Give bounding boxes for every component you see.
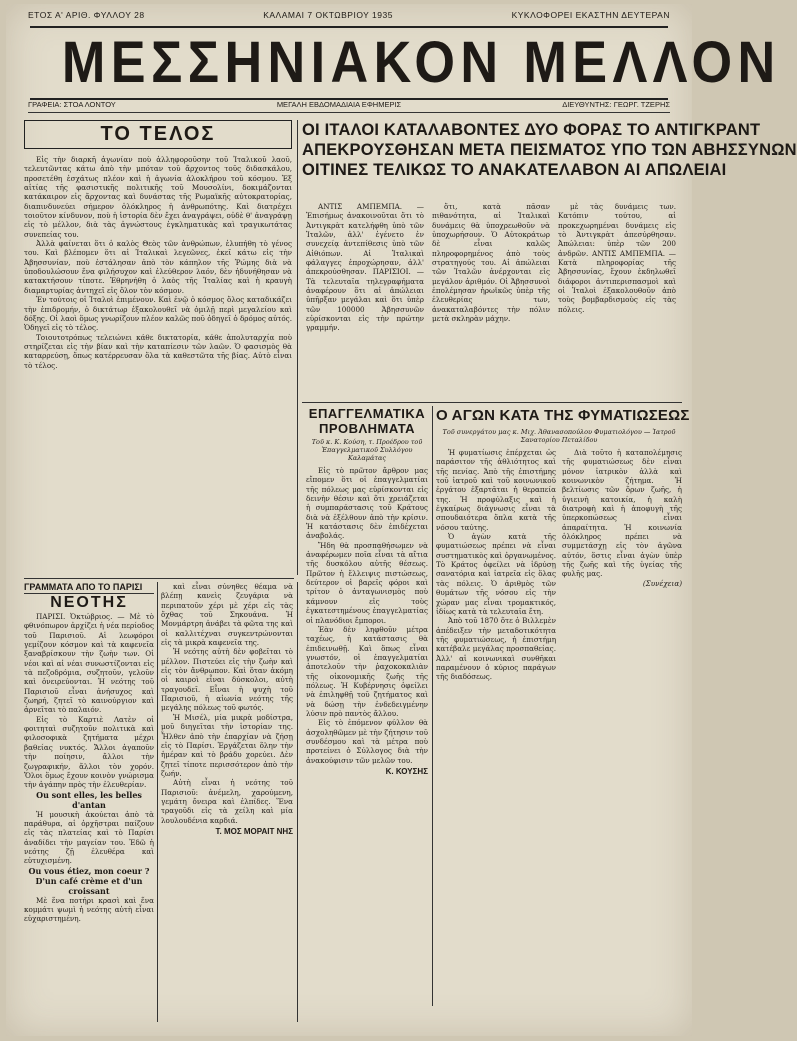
- news-text: μὲ τὰς δυνάμεις των. Κατόπιν τούτου, αἱ προκεχωρημέναι δυνάμεις εἰς τὸ Ἀντιγκρὰτ ἀπεσύρθησαν. Ἀπώλειαι: ὑπὲρ τῶν 200 ἀνδρῶν. ΑΝΤΙΣ ΑΜΠΕΜΠΑ. — Κατὰ πληροφορίας τῆς Ἀβησσυνίας, ἔχουν ἐκδηλωθεῖ διάφοροι ἀντιπερισπασμοὶ καὶ οἱ Ἰταλοὶ ἐξακολουθοῦν ἀπὸ τοὺς βομβαρδισμοὺς εἰς τὰς πόλεις.: [558, 202, 676, 314]
- war-news-column: [306, 202, 424, 398]
- tb-byline: Τοῦ συνεργάτου μας κ. Μιχ. Ἀθανασοπούλου Φυματιολόγου — Ἰατροῦ Σανατορίου Πεταλίδου: [442, 428, 676, 444]
- professional-paragraph: Εἰς τὸ ἐπόμενον φύλλον θὰ ἀσχοληθῶμεν μὲ τὴν ζήτησιν τοῦ συνδέσμου καὶ τὰ μέτρα ποὺ προτείνει ὁ Σύλλογος διὰ τὴν ἀνακούφισιν τῶν μελῶν του.: [306, 718, 428, 765]
- director-name: ΔΙΕΥΘΥΝΤΗΣ: ΓΕΩΡΓ. ΤΖΕΡΗΣ: [562, 100, 670, 109]
- paris-letter-article: [24, 582, 154, 1022]
- paris-paragraph: καὶ εἶναι σύνηθες θέαμα νὰ βλέπῃ κανεὶς ζευγάρια νὰ περιπατοῦν χέρι μὲ χέρι εἰς τὰς ὄχθας τοῦ Σηκουάνα. Ἡ Μονμάρτρη ἀνάβει τὰ φῶτα της καὶ οἱ καλλιτέχναι συγκεντρώνονται εἰς τὰ μικρὰ καφενεῖα της.: [161, 582, 293, 648]
- paris-signature: Τ. ΜΟΣ ΜΟΡΑΙΤ ΝΗΣ: [215, 826, 293, 836]
- newspaper-title: ΜΕΣΣΗΝΙΑΚΟΝ ΜΕΛΛΟΝ: [61, 30, 781, 95]
- tb-paragraph: Ὁ ἀγὼν κατὰ τῆς φυματιώσεως πρέπει νὰ εἶναι συστηματικὸς καὶ ὀργανωμένος. Τὸ Κράτος ὀφείλει νὰ ἱδρύσῃ σανατόρια καὶ ἰατρεῖα εἰς ὅλας τὰς πόλεις. Ὁ ἀριθμὸς τῶν θυμάτων τῆς νόσου εἰς τὴν χώραν μας εἶναι τρομακτικός, ἰδίως κατὰ τὰ τελευταῖα ἔτη.: [436, 532, 556, 616]
- headline-line: ΟΙ ΙΤΑΛΟΙ ΚΑΤΑΛΑΒΟΝΤΕΣ ΔΥΟ ΦΟΡΑΣ ΤΟ ΑΝΤΙΓΚΡΑΝΤ: [302, 121, 761, 139]
- headline-line: ΑΠΕΚΡΟΥΣΘΗΣΑΝ ΜΕΤΑ ΠΕΙΣΜΑΤΟΣ ΥΠΟ ΤΩΝ ΑΒΗΣΣΥΝΩΝ: [302, 141, 797, 159]
- paris-letter-continued: [161, 582, 293, 1022]
- tb-paragraph: Διὰ τοῦτο ἡ καταπολέμησις τῆς φυματιώσεως δὲν εἶναι μόνον ἰατρικὸν ἀλλὰ καὶ κοινωνικὸν ζήτημα. Ἡ βελτίωσις τῶν ὅρων ζωῆς, ἡ ὑγιεινὴ κατοικία, ἡ καλὴ διατροφὴ καὶ ἡ ἀποφυγὴ τῆς ὑπερκοπώσεως εἶναι ἀπαραίτητα. Ἡ κοινωνία ὁλόκληρος πρέπει νὰ συμμετάσχῃ εἰς τὸν ἀγῶνα αὐτόν, ὅστις εἶναι ἀγὼν ὑπὲρ τῆς ζωῆς καὶ τῆς ὑγείας τῆς φυλῆς μας.: [562, 448, 682, 579]
- tb-title: Ο ΑΓΩΝ ΚΑΤΑ ΤΗΣ ΦΥΜΑΤΙΩΣΕΩΣ: [436, 407, 690, 424]
- paris-section-label: ΓΡΑΜΜΑΤΑ ΑΠΟ ΤΟ ΠΑΡΙΣΙ: [24, 582, 154, 594]
- paris-paragraph: Αὐτὴ εἶναι ἡ νεότης τοῦ Παρισιοῦ: ἀνέμελη, χαρούμενη, γεμάτη ὄνειρα καὶ ἐλπίδες. Ἕνα τραγοῦδι εἰς τὰ χείλη καὶ μία λουλουδένια καρδιά.: [161, 778, 293, 825]
- paris-paragraph: Ἡ μουσικὴ ἀκούεται ἀπὸ τὰ παράθυρα, αἱ ὀρχῆστραι παίζουν εἰς τὰς πλατείας καὶ τὸ Παρίσι ἀναδίδει τὴν μαγείαν του. Ἐδῶ ἡ νεότης ζῇ ἐλευθέρα καὶ εὐτυχισμένη.: [24, 809, 154, 866]
- column-divider: [297, 582, 298, 1022]
- place-date: ΚΑΛΑΜΑΙ 7 ΟΚΤΩΒΡΙΟΥ 1935: [263, 10, 393, 20]
- editorial-paragraph: Εἰς τὴν διαρκῆ ἀγωνίαν ποὺ ἀλληφοροῦσην τοῦ Ἰταλικοῦ λαοῦ, τελευτῶντας κάτω ἀπὸ τὴν μπόταν τοῦ ἄρχοντος τοῦς διδασκάλου, προσετέθη ἐσχάτως πλέον καὶ ἡ ἀγωνία ἀλοκλήρου τοῦ κόσμου. Ἐξ αἰτίας τῆς φασιστικῆς πολιτικῆς τοῦ Μουσολίνι, δοκιμάζονται κατάκαιρον εἰς ἄρχοντας καὶ δυνάστας τῆς Ρωμαϊκῆς αὐτοκρατορίας, διαπινδυνεύει σήμερον ὁλόκληρος ἡ ἀνθρωπότης. Καὶ διατρέχει τοιοῦτον κίνδυνον, ποὺ ἡ ἱστορία δὲν ἔχει ἀναγράψει, οὐδὲ θ' ἀναγράψῃ εἰς τὸ μέλλον, διὰ τὰς ἀγνώστους ἐγκληματικὰς καὶ τραγικωτάτας συνεπείας του.: [24, 155, 292, 239]
- section-divider: [302, 402, 682, 403]
- section-divider: [24, 578, 294, 579]
- editorial-paragraph: Ἀλλὰ φαίνεται ὅτι ὁ καλὸς Θεὸς τῶν ἀνθρώπων, ἐλυπήθη τὸ γένος του. Καὶ βλέπομεν ὅτι αἱ Ἰταλικαὶ λεγεῶνες, ἐκεῖ κάτω εἰς τὴν Ἀβησσυνίαν, ποὺ ἐστάλησαν ἀπὸ τὸν κάπηλον τῆς Ῥώμης διὰ νὰ ὑποδουλώσουν ἕνα φιλήσυχον καὶ ἐλεύθερον λαόν, δὲν ἠδυνήθησαν νὰ κατακτήσουν τίποτε. Ἐθρηνήθη ὁ λαὸς τῆς Ἰταλίας καὶ ἡ κραυγὴ διαμαρτυρίας ἀντηχεῖ εἰς ὅλον τὸν κόσμον.: [24, 239, 292, 295]
- office-address: ΓΡΑΦΕΙΑ: ΣΤΟΑ ΛΟΝΤΟΥ: [28, 100, 116, 109]
- professional-byline: Τοῦ κ. Κ. Κούση, τ. Προέδρου τοῦ Ἐπαγγελματικοῦ Συλλόγου Καλαμάτας: [311, 438, 423, 462]
- top-info-line: [28, 10, 670, 24]
- professional-signature: Κ. ΚΟΥΣΗΣ: [385, 767, 428, 776]
- song-line: Ou sont elles, les belles d'antan: [36, 789, 142, 810]
- tb-continued: (Συνέχεια): [642, 578, 682, 588]
- editorial-paragraph: Ἐν τούτοις οἱ Ἰταλοὶ ἐπιμένουν. Καὶ ἐνῷ ὁ κόσμος ὅλος καταδικάζει τὴν ἐπιδρομήν, ὁ δικτάτωρ ἐξακολουθεῖ νὰ ὁμιλῇ περὶ μεγαλείου καὶ δόξης. Οἱ λαοὶ ὅμως γνωρίζουν πλέον καλῶς ποῦ ὁδηγεῖ ὁ δρόμος αὐτός. Ὁδηγεῖ εἰς τὸ τέλος.: [24, 295, 292, 333]
- editorial-paragraph: Τοιουτοτρόπως τελειώνει κάθε δικτατορία, κάθε ἀπολυταρχία ποὺ στηρίζεται εἰς τὴν βίαν καὶ τὴν καταπίεσιν τῶν λαῶν. Ὁ φασισμὸς θὰ καταρρεύσῃ, ὅπως κατέρρευσαν ὅλα τὰ καθεστῶτα τῆς βίας. Αὐτὸ εἶναι τὸ τέλος.: [24, 332, 292, 370]
- professional-problems-article: [306, 406, 428, 1004]
- news-text: ΑΝΤΙΣ ΑΜΠΕΜΠΑ. — Ἐπισήμως ἀνακοινοῦται ὅτι τὸ Ἀντιγκρὰτ κατελήφθη ὑπὸ τῶν Ἰταλῶν, ἀλλ' ἐγένετο ἐν συνεχείᾳ ἀντεπίθεσις ὑπὸ τῶν Αἰθιόπων. Αἱ Ἰταλικαὶ φάλαγγες ἐπροχώρησαν, ἀλλ' ἀπεκρούσθησαν. ΠΑΡΙΣΙΟΙ. — Τὰ τελευταῖα τηλεγραφήματα ἀναφέρουν ὅτι αἱ ἀπώλειαι ὑπῆρξαν μεγάλαι καὶ ὅτι ὑπὲρ τῶν 100000 Ἀβησσυνῶν εὑρίσκονται εἰς τὴν πρώτην γραμμήν.: [306, 202, 424, 333]
- paris-paragraph: ΠΑΡΙΣΙ. Ὀκτώβριος. — Μὲ τὸ φθινόπωρον ἀρχίζει ἡ νέα περίοδος τοῦ Παρισιοῦ. Αἱ λεωφόροι γεμίζουν κόσμον καὶ τὰ καφενεῖα ξαναβρίσκουν τὴν ζωὴν των. Οἱ νέοι καὶ αἱ νέαι συνωστίζονται εἰς τὰ πεζοδρόμια, συζητοῦν, γελοῦν καὶ ὀνειρεύονται. Ἡ νεότης τοῦ Παρισιοῦ εἶναι ἀνήσυχος καὶ ζωηρή, ζητεῖ τὸ καινούργιον καὶ ἀρνεῖται τὸ παλαιόν.: [24, 612, 154, 715]
- editorial-title: ΤΟ ΤΕΛΟΣ: [24, 120, 292, 149]
- paris-title: ΝΕΟΤΗΣ: [50, 594, 128, 611]
- newspaper-page: [6, 4, 797, 1036]
- professional-title: ΕΠΑΓΓΕΛΜΑΤΙΚΑ ΠΡΟΒΛΗΜΑΤΑ: [308, 406, 426, 436]
- paris-paragraph: Εἰς τὸ Καρτιὲ Λατὲν οἱ φοιτηταὶ συζητοῦν πολιτικὰ καὶ φιλοσοφικὰ ζητήματα μέχρι βαθείας νυκτός. Ἄλλοι ἀγαποῦν τὴν ποίησιν, ἄλλοι τὴν ζωγραφικήν, ἄλλοι τὸν χορόν. Ὅλοι ὅμως ἔχουν κοινὸν γνώρισμα τὴν ἀγάπην πρὸς τὴν ἐλευθερίαν.: [24, 714, 154, 790]
- paris-paragraph: Ἡ Μισέλ, μία μικρὰ μοδίστρα, μοῦ διηγεῖται τὴν ἱστορίαν της. Ἦλθεν ἀπὸ τὴν ἐπαρχίαν νὰ ζήσῃ εἰς τὸ Παρίσι. Ἐργάζεται ὅλην τὴν ἡμέραν καὶ τὸ βράδυ χορεύει. Δὲν ζητεῖ τίποτε περισσότερον ἀπὸ τὴν ζωήν.: [161, 712, 293, 778]
- war-news-column: [432, 202, 550, 398]
- sub-info-line: [28, 100, 670, 113]
- tb-paragraph: Ἡ φυματίωσις ἐπέρχεται ὡς παράσιτον τῆς ἀθλιότητος καὶ τῆς πενίας. Ἀπὸ τῆς ἐπιστήμης τοῦ ἰατροῦ καὶ τοῦ κοινωνικοῦ ἐργάτου ἐξαρτᾶται ἡ θεραπεία της. Ἡ προφύλαξις καὶ ἡ ἐγκαίρως διάγνωσις εἶναι τὰ σπουδαιότερα ὅπλα κατὰ τῆς νόσου ταύτης.: [436, 448, 556, 532]
- cafe-quote: Ou vous étiez, mon coeur ? D'un café crème et d'un croissant: [28, 865, 150, 896]
- column-divider: [297, 120, 298, 575]
- column-divider: [432, 406, 433, 1006]
- issue-number: ΕΤΟΣ Α' ΑΡΙΘ. ΦΥΛΛΟΥ 28: [28, 10, 145, 20]
- headline-line: ΟΙΤΙΝΕΣ ΤΕΛΙΚΩΣ ΤΟ ΑΝΑΚΑΤΕΛΑΒΟΝ ΑΙ ΑΠΩΛΕΙΑΙ: [302, 161, 727, 179]
- circulation-note: ΚΥΚΛΟΦΟΡΕΙ ΕΚΑΣΤΗΝ ΔΕΥΤΕΡΑΝ: [511, 10, 670, 20]
- professional-paragraph: Ἐὰν δὲν ληφθοῦν μέτρα ταχέως, ἡ κατάστασις θὰ ἐπιδεινωθῇ. Καὶ ὅπως εἶναι γνωστόν, οἱ ἐπαγγελματίαι ἀποτελοῦν τὴν ῥαχοκοκαλιὰν τῆς οἰκονομικῆς ζωῆς τῆς πόλεως. Ἡ Κυβέρνησις ὀφείλει νὰ ἐπιληφθῇ τοῦ ζητήματος καὶ νὰ δώσῃ τὴν ἐνδεδειγμένην λύσιν πρὸ παντὸς ἄλλου.: [306, 624, 428, 718]
- tuberculosis-article: [436, 406, 690, 1012]
- paris-paragraph: Ἡ νεότης αὐτὴ δὲν φοβεῖται τὸ μέλλον. Πιστεύει εἰς τὴν ζωὴν καὶ εἰς τὸν ἄνθρωπον. Καὶ ὅταν ἀκόμη οἱ καιροὶ εἶναι δύσκολοι, αὐτὴ τραγουδεῖ. Εἶναι ἡ ψυχὴ τοῦ Παρισιοῦ, ἡ αἰωνία νεότης τῆς μεγάλης πόλεως τοῦ φωτός.: [161, 647, 293, 713]
- column-divider: [157, 582, 158, 1022]
- tb-paragraph: Ἀπὸ τοῦ 1870 ὅτε ὁ Βιλλεμὲν ἀπέδειξεν τὴν μεταδοτικότητα τῆς φυματιώσεως, ἡ ἐπιστήμη κατέβαλε μεγάλας προσπαθείας. Ἀλλ' αἱ κοινωνικαὶ συνθῆκαι παραμένουν ὁ κύριος παράγων τῆς διαδόσεως.: [436, 616, 556, 682]
- paper-kind: ΜΕΓΑΛΗ ΕΒΔΟΜΑΔΙΑΙΑ ΕΦΗΜΕΡΙΣ: [276, 100, 402, 109]
- professional-paragraph: Ἤδη θὰ προσπαθήσωμεν νὰ ἀναφέρωμεν ποῖα εἶναι τὰ αἴτια τῆς δυσκόλου αὐτῆς θέσεως. Πρῶτον ἡ ἔλλειψις πιστώσεως, δεύτερον οἱ βαρεῖς φόροι καὶ τρίτον ὁ ἀνταγωνισμὸς ποὺ κάμνουν εἰς τοὺς ἐγκατεστημένους ἐπαγγελματίας οἱ πλανόδιοι ἔμποροι.: [306, 540, 428, 625]
- editorial-article: [24, 120, 292, 578]
- paris-paragraph: Μὲ ἕνα ποτήρι κρασὶ καὶ ἕνα κομμάτι ψωμὶ ἡ νεότης αὐτὴ εἶναι εὐχαριστημένη.: [24, 895, 154, 924]
- war-news-column: [558, 202, 676, 398]
- news-text: ὅτι, κατὰ πᾶσαν πιθανότητα, αἱ Ἰταλικαὶ δυνάμεις θὰ ὑποχρεωθοῦν νὰ ὑποχωρήσουν. Ὁ Αὐτοκράτωρ δὲ εἶναι καλῶς πληροφορημένος ἀπὸ τοὺς στρατηγούς του. Αἱ ἀπώλειαι τῶν Ἰταλῶν ἀνέρχονται εἰς μεγάλον ἀριθμόν. Οἱ Ἀβησσυνοὶ ἐπολέμησαν ἡρωϊκῶς ὑπὲρ τῆς ἐλευθερίας των, ἀνακαταλαβόντες τὴν πόλιν μετὰ σκληρὰν μάχην.: [432, 202, 550, 324]
- masthead: [30, 26, 781, 100]
- professional-paragraph: Εἰς τὸ πρῶτον ἄρθρον μας εἴπομεν ὅτι οἱ ἐπαγγελματίαι τῆς πόλεως μας εὑρίσκονται εἰς δεινὴν θέσιν καὶ ὅτι χρειάζεται ἡ συμπαράστασις τοῦ Κράτους διὰ νὰ ἐξέλθουν ἀπὸ τὴν κρίσιν. Ἡ κατάστασις δὲν ἐπιδέχεται ἀναβολάς.: [306, 466, 428, 541]
- war-news-headline: [302, 120, 797, 200]
